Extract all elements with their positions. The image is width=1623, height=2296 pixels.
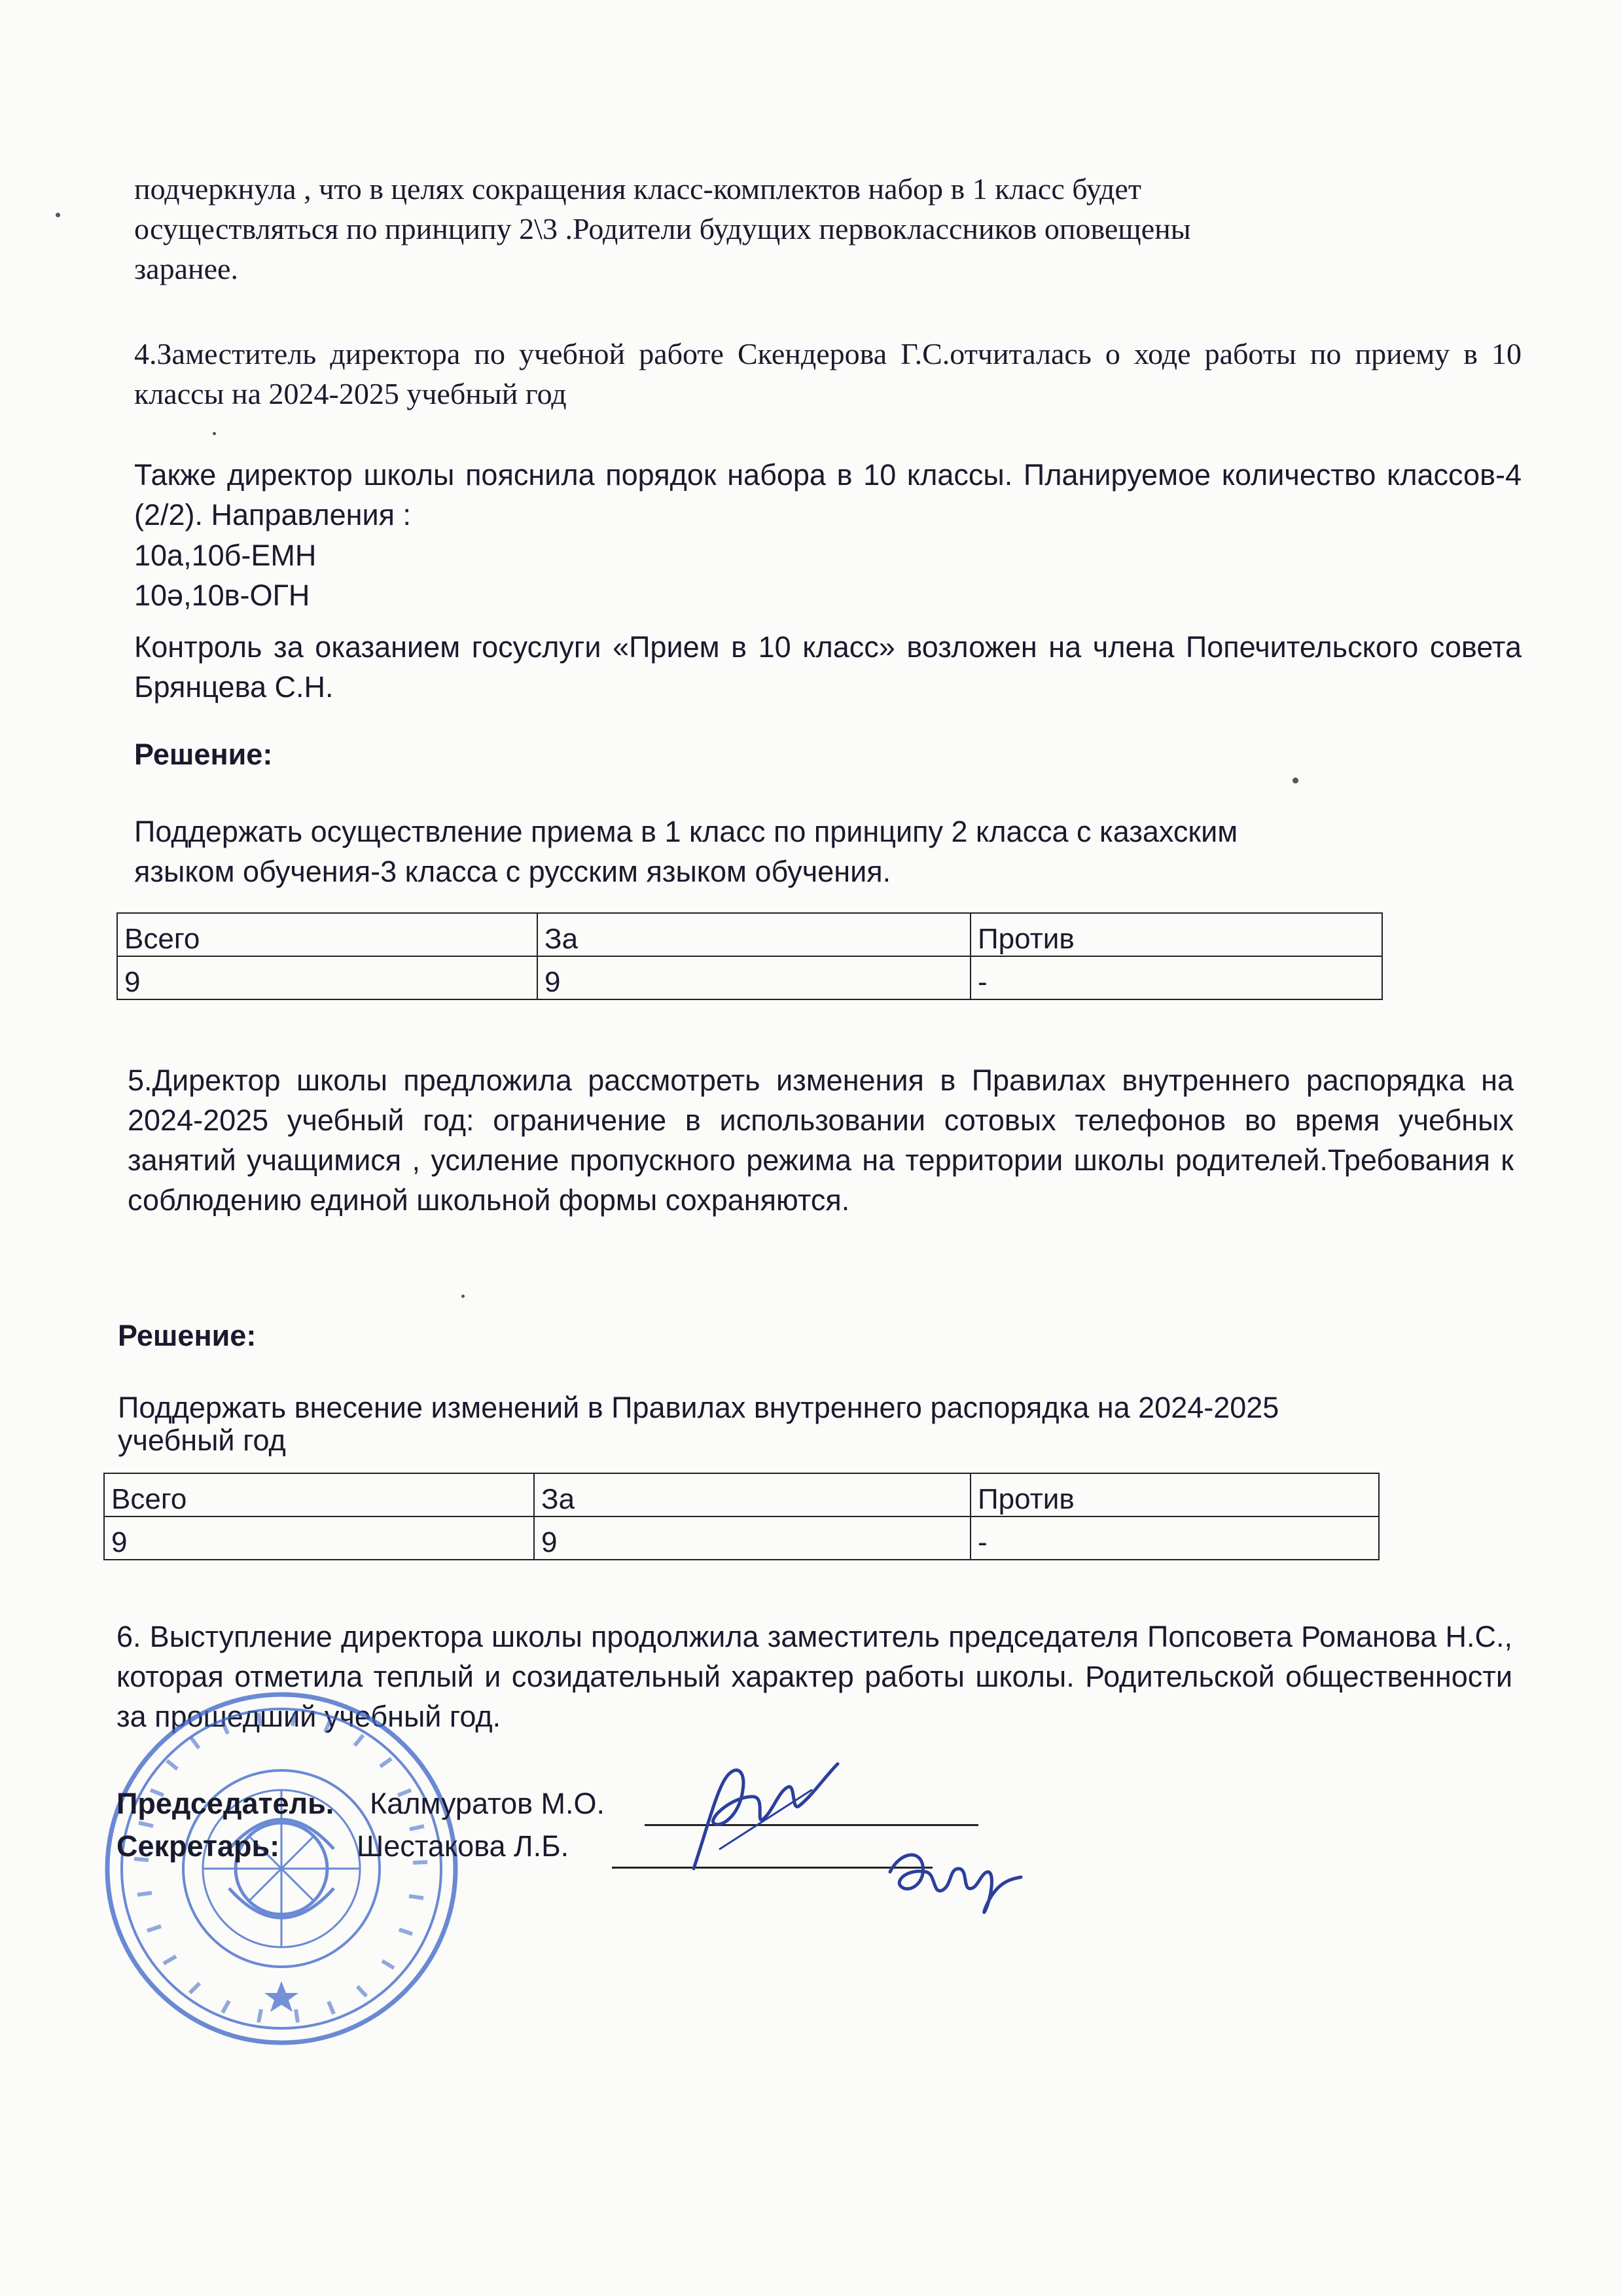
control-paragraph: Контроль за оказанием госуслуги «Прием в 10 класс» возложен на члена Попечительского совета Брянцева С.Н.: [134, 630, 1522, 704]
header-against: Против: [971, 1473, 1379, 1516]
chair-label: Председатель.: [116, 1787, 334, 1820]
vote-table-value-row: [104, 1516, 1379, 1560]
header-for: За: [534, 1473, 971, 1516]
header-total: Всего: [117, 913, 537, 956]
value-against: -: [971, 1516, 1379, 1560]
intro-line: заранее.: [134, 252, 238, 285]
decision-2-line: Поддержать внесение изменений в Правилах внутреннего распорядка на 2024-2025: [118, 1391, 1279, 1424]
decision-1-text: [134, 812, 1522, 891]
decision-1-heading: Решение:: [134, 738, 273, 771]
item-5-paragraph: 5.Директор школы предложила рассмотреть изменения в Правилах внутреннего распорядка на 2024-2025 учебный год: ограничение в использовании сотовых телефонов во время учебных занятий учащимися , усиление пропускного режима на территории школы родителей.Требования к соблюдению единой школьной формы сохраняются.: [128, 1064, 1514, 1217]
intro-paragraph: [134, 169, 1522, 289]
vote-table-header-row: [104, 1473, 1379, 1516]
header-for: За: [537, 913, 971, 956]
decision-2-line: учебный год: [118, 1424, 286, 1457]
direction-line-1: 10а,10б-ЕМН: [134, 539, 317, 572]
decision-1-line: Поддержать осуществление приема в 1 класс по принципу 2 класса с казахским: [134, 815, 1238, 848]
decision-1-line: языком обучения-3 класса с русским языком обучения.: [134, 855, 891, 888]
official-stamp-icon: [98, 1685, 465, 2052]
scan-speck: [1293, 778, 1298, 783]
header-against: Против: [971, 913, 1382, 956]
scan-speck: [56, 213, 60, 217]
scan-speck: [461, 1295, 465, 1298]
header-total: Всего: [104, 1473, 534, 1516]
admission-10-paragraph: Также директор школы пояснила порядок набора в 10 классы. Планируемое количество классов-4 (2/2). Направления :: [134, 458, 1522, 531]
intro-line: подчеркнула , что в целях сокращения класс-комплектов набор в 1 класс будет: [134, 172, 1141, 206]
vote-table-header-row: [117, 913, 1382, 956]
decision-2-text: [118, 1391, 1512, 1457]
value-total: 9: [117, 956, 537, 999]
value-for: 9: [534, 1516, 971, 1560]
value-against: -: [971, 956, 1382, 999]
vote-table-value-row: [117, 956, 1382, 999]
secretary-name: Шестакова Л.Б.: [357, 1829, 569, 1863]
secretary-signature-icon: [880, 1833, 1024, 1924]
value-total: 9: [104, 1516, 534, 1560]
value-for: 9: [537, 956, 971, 999]
direction-line-2: 10ә,10в-ОГН: [134, 579, 310, 612]
item-4-paragraph: 4.Заместитель директора по учебной работе Скендерова Г.С.отчиталась о ходе работы по приему в 10 классы на 2024-2025 учебный год: [134, 337, 1522, 410]
vote-table-2: [103, 1473, 1380, 1560]
decision-2-heading: Решение:: [118, 1319, 257, 1352]
chair-signature-icon: [681, 1751, 851, 1875]
vote-table-1: [116, 912, 1383, 1000]
chair-name: Калмуратов М.О.: [370, 1787, 605, 1820]
scan-speck: [213, 432, 216, 435]
intro-line: осуществляться по принципу 2\3 .Родители будущих первоклассников оповещены: [134, 212, 1191, 245]
item-6-paragraph: 6. Выступление директора школы продолжила заместитель председателя Попсовета Романова Н.С., которая отметила теплый и созидательный характер работы школы. Родительской общественности за прошедший учебный год.: [116, 1620, 1512, 1733]
secretary-label: Секретарь:: [116, 1829, 280, 1863]
